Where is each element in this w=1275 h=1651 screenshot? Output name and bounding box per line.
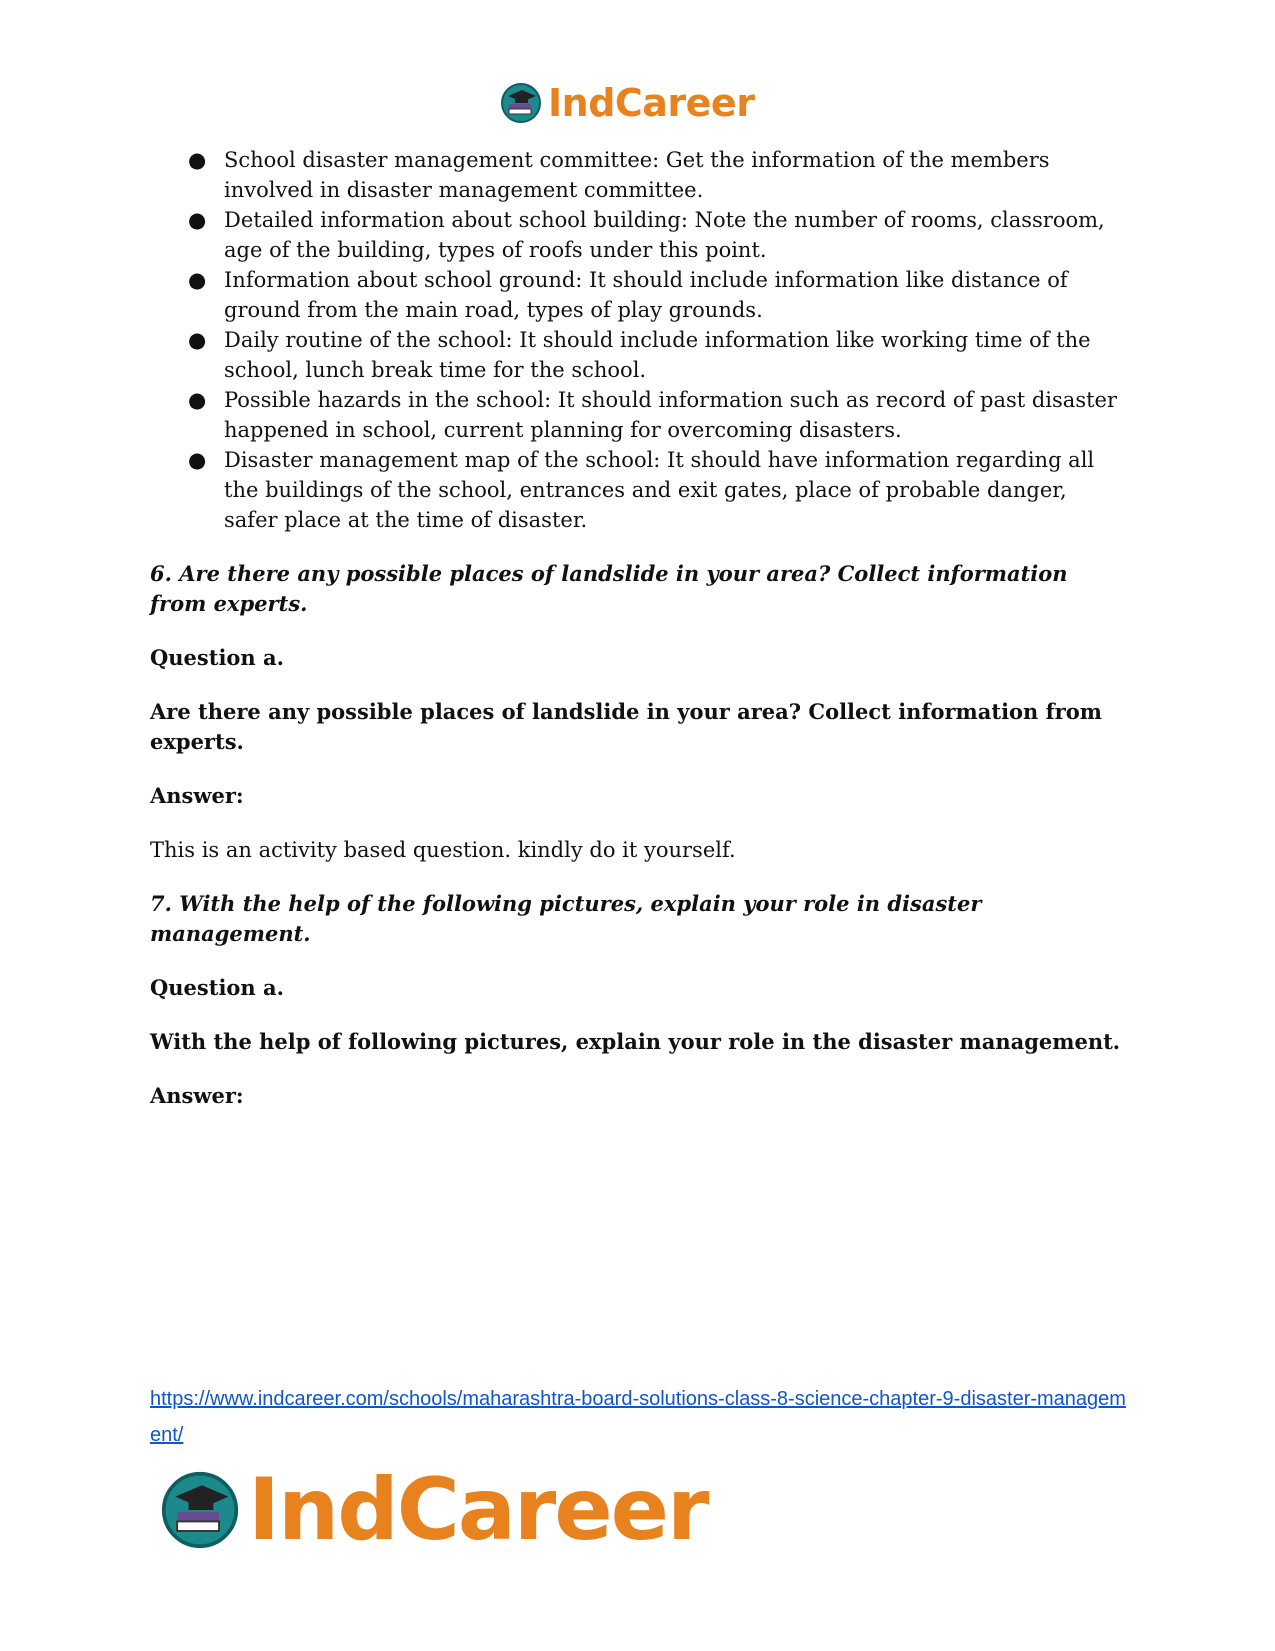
footer-logo — [160, 1460, 720, 1560]
q7-heading: 7. With the help of the following pictures, explain your role in disaster management. — [150, 891, 982, 946]
header-logo — [500, 78, 800, 128]
list-item: ● School disaster management committee: Get the information of the members involved in disaster management committee. — [188, 148, 1050, 202]
q7-question: With the help of following pictures, explain your role in the disaster management. — [150, 1029, 1121, 1054]
graduation-cap-books-icon — [500, 82, 542, 124]
q6-subheading: Question a. — [150, 645, 284, 670]
q6-heading: 6. Are there any possible places of landslide in your area? Collect information from experts. — [150, 561, 1068, 616]
bullet-list — [150, 145, 1125, 535]
graduation-cap-books-icon — [160, 1470, 240, 1550]
header-logo-text: IndCareer — [548, 81, 755, 125]
list-item: ● Disaster management map of the school: It should have information regarding all the buildings of the school, entrances and exit gates, place of probable danger, safer place at the time of disaster. — [188, 448, 1095, 532]
q6-answer-label: Answer: — [150, 783, 244, 808]
list-item: ● Information about school ground: It should include information like distance of ground from the main road, types of play grounds. — [188, 268, 1068, 322]
document-body — [150, 145, 1125, 1111]
list-item: ● Possible hazards in the school: It should information such as record of past disaster happened in school, current planning for overcoming disasters. — [188, 388, 1118, 442]
q6-question: Are there any possible places of landslide in your area? Collect information from experts. — [150, 699, 1102, 754]
q7-subheading: Question a. — [150, 975, 284, 1000]
list-item: ● Daily routine of the school: It should include information like working time of the school, lunch break time for the school. — [188, 328, 1091, 382]
q7-answer-label: Answer: — [150, 1083, 244, 1108]
source-url-link[interactable]: https://www.indcareer.com/schools/maharashtra-board-solutions-class-8-science-chapter-9-disaster-management/ — [150, 1388, 1126, 1446]
footer-logo-text: IndCareer — [248, 1460, 708, 1560]
list-item: ● Detailed information about school building: Note the number of rooms, classroom, age of the building, types of roofs under this point. — [188, 208, 1105, 262]
q6-answer: This is an activity based question. kindly do it yourself. — [150, 838, 736, 862]
